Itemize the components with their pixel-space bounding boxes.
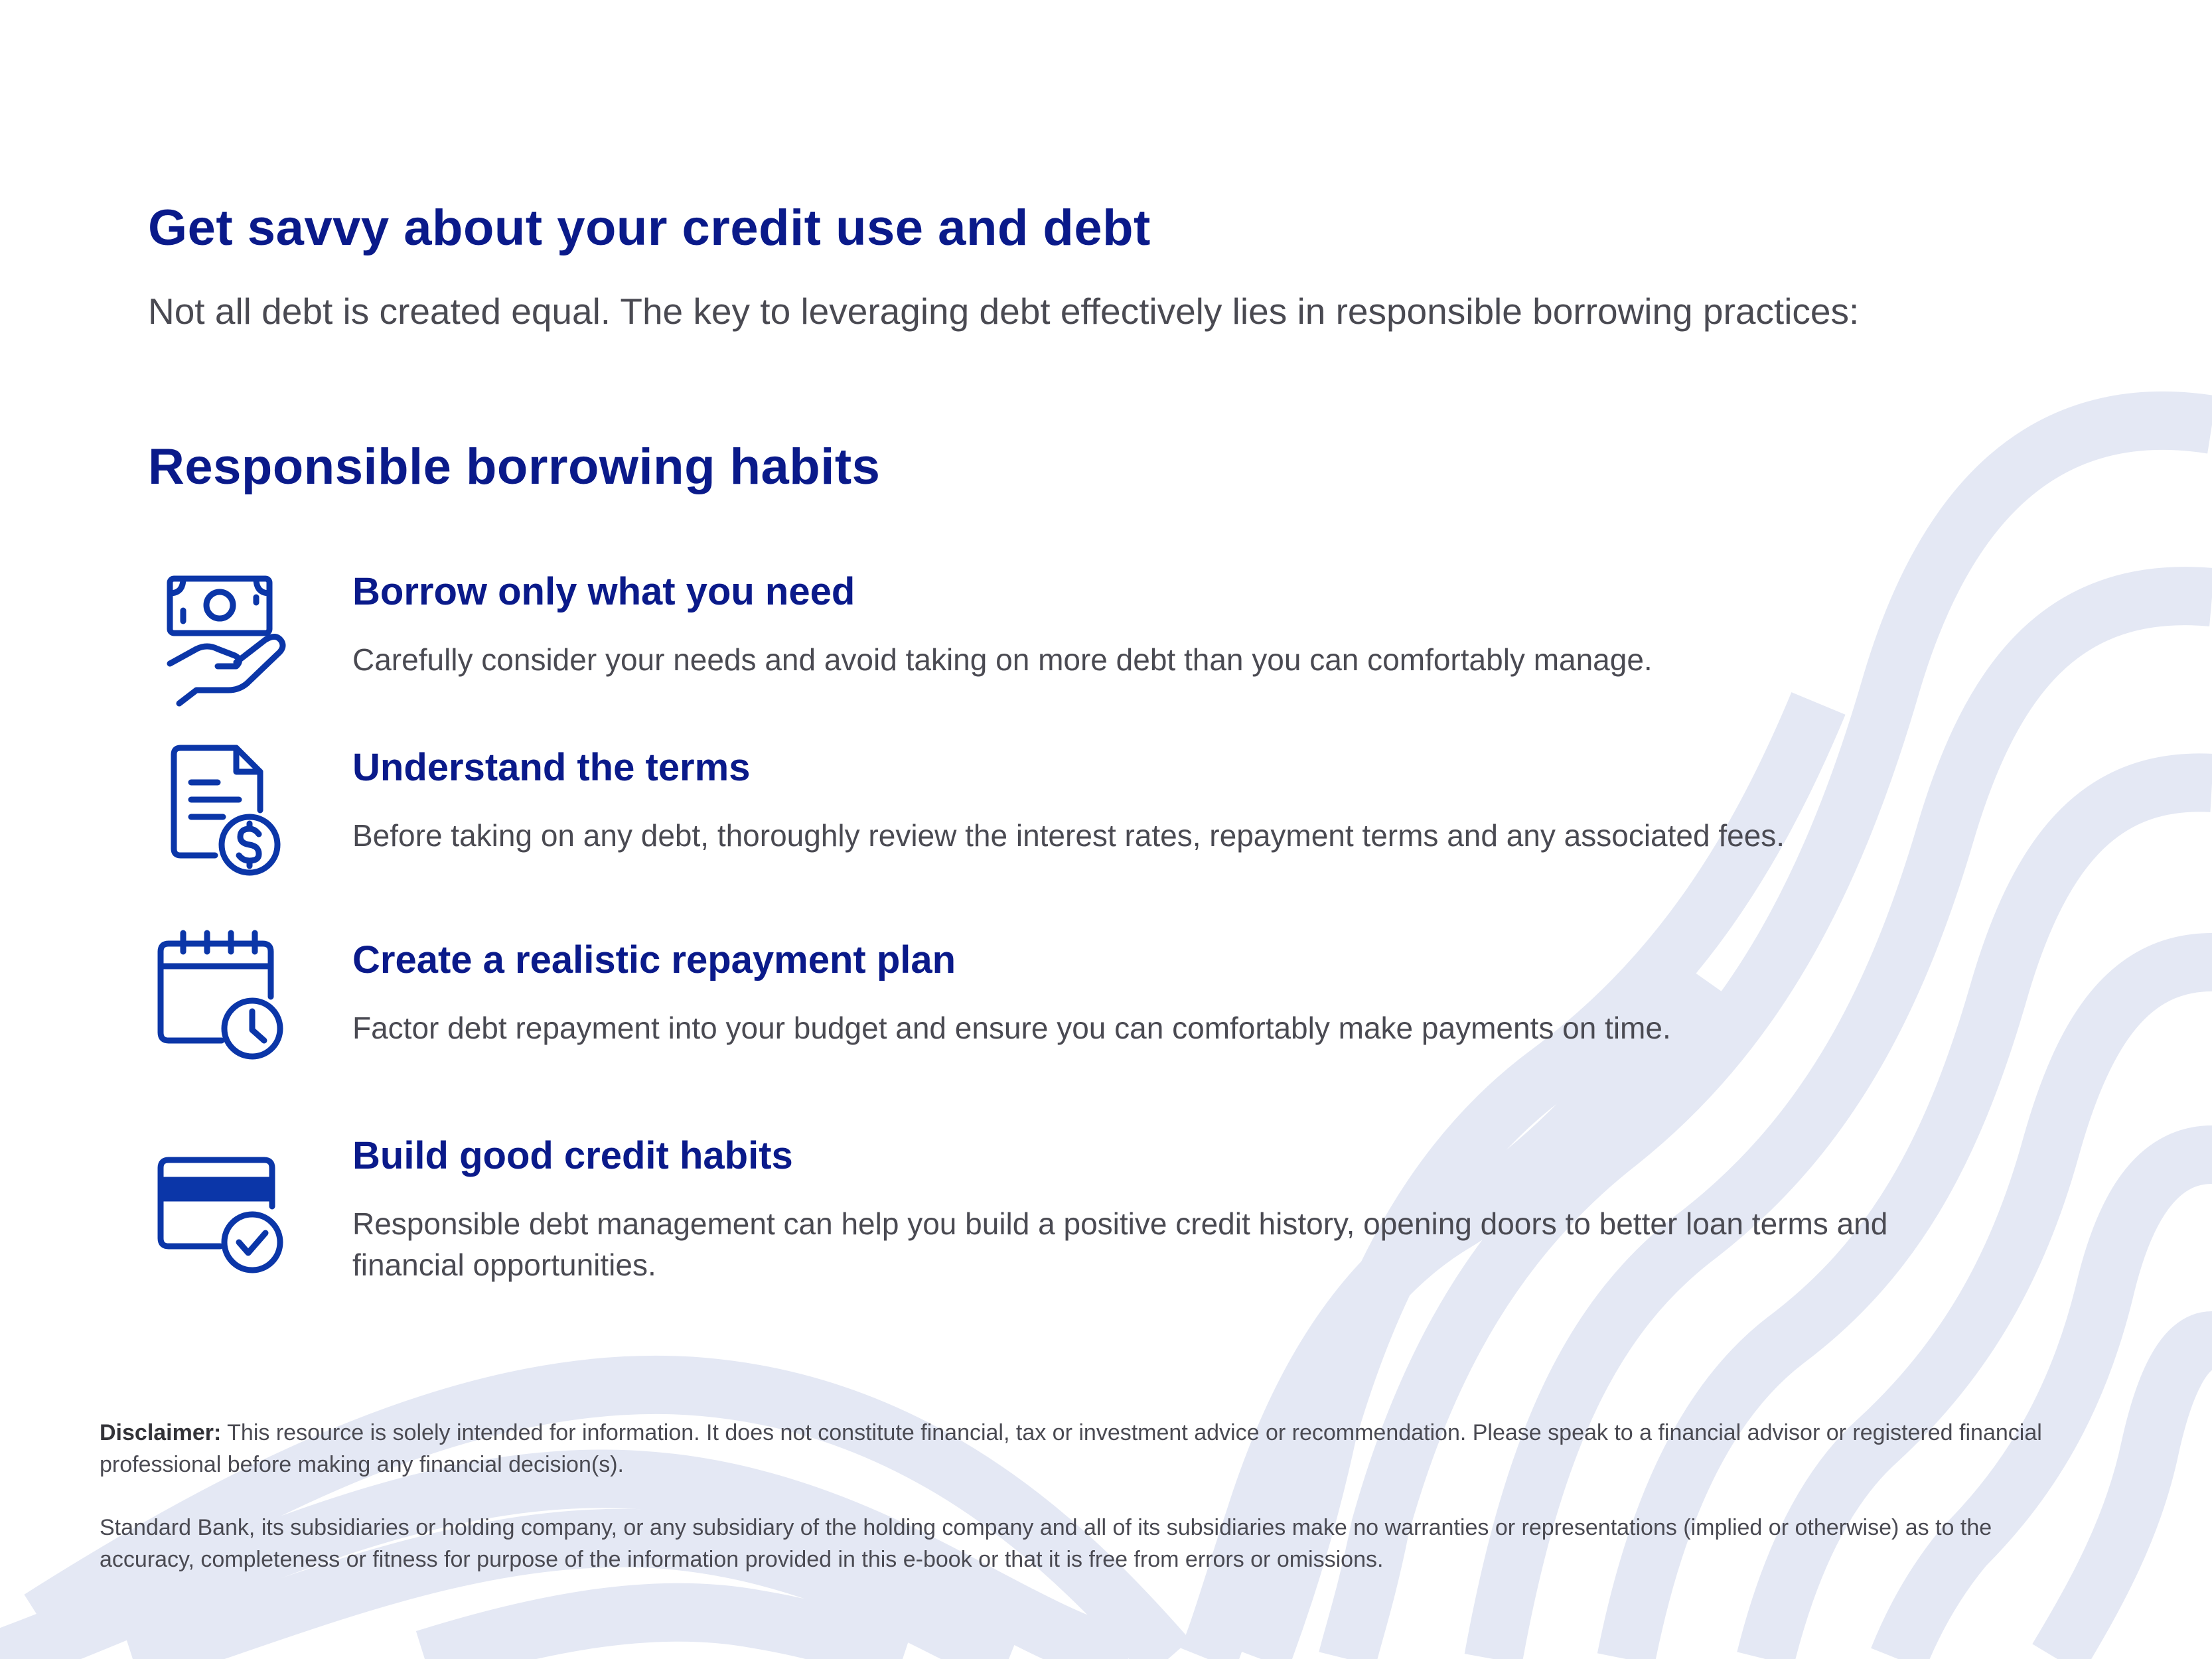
habit-title: Borrow only what you need bbox=[352, 570, 855, 613]
intro-text: Not all debt is created equal. The key to leveraging debt effectively lies in responsible borrowing practices: bbox=[148, 291, 1860, 332]
habit-description: Factor debt repayment into your budget and ensure you can comfortably make payments on time. bbox=[352, 1011, 1671, 1045]
section-heading: Responsible borrowing habits bbox=[148, 439, 881, 495]
credit-card-check-icon bbox=[154, 1155, 287, 1287]
warranty-notice: Standard Bank, its subsidiaries or holding company, or any subsidiary of the holding company and all of its subsidiaries make no warranties or representations (implied or otherwise) as to the accuracy, completeness or fitness for purpose of the information provided in this e-book or that it is free from errors or omissions. bbox=[100, 1515, 1992, 1572]
habit-title: Create a realistic repayment plan bbox=[352, 938, 956, 981]
habit-description: Carefully consider your needs and avoid taking on more debt than you can comfortably manage. bbox=[352, 642, 1653, 677]
disclaimer-label: Disclaimer: bbox=[100, 1420, 222, 1445]
habit-title: Build good credit habits bbox=[352, 1134, 793, 1177]
disclaimer bbox=[100, 1417, 2091, 1480]
document-dollar-icon bbox=[154, 744, 287, 877]
habit-description: Before taking on any debt, thoroughly review the interest rates, repayment terms and any associated fees. bbox=[352, 818, 1785, 853]
habit-description: Responsible debt management can help you build a positive credit history, opening doors to better loan terms and financial opportunities. bbox=[352, 1206, 1888, 1282]
calendar-clock-icon bbox=[154, 929, 287, 1062]
page-title: Get savvy about your credit use and debt bbox=[148, 200, 1151, 256]
money-hand-icon bbox=[154, 571, 287, 703]
habit-title: Understand the terms bbox=[352, 746, 751, 789]
disclaimer-text: This resource is solely intended for information. It does not constitute financial, tax or investment advice or recommendation. Please speak to a financial advisor or registered financial professional before making any financial decision(s). bbox=[100, 1420, 2042, 1477]
